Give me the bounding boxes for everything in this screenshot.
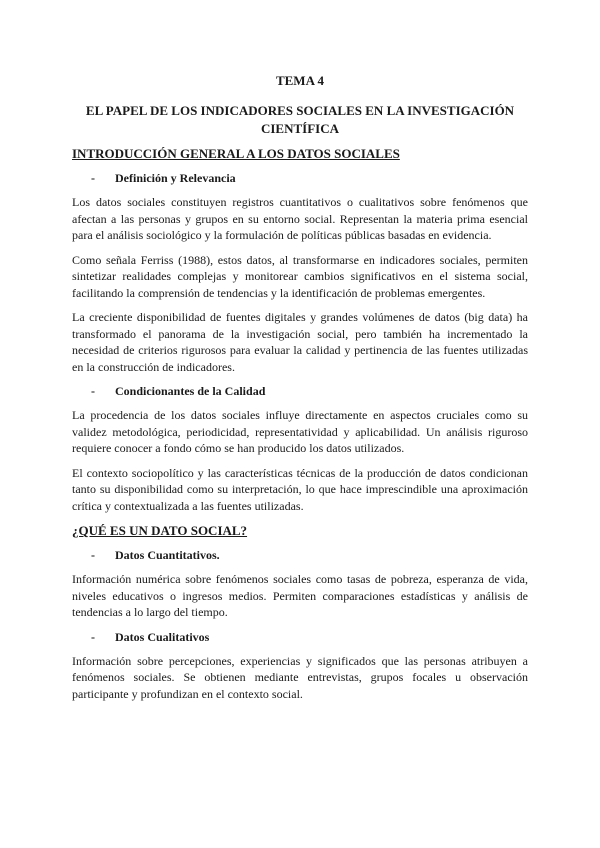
bullet-condicionantes [72, 383, 528, 399]
paragraph: Los datos sociales constituyen registros cuantitativos o cualitativos sobre fenómenos que afectan a las personas y grupos en su entorno social. Representan la materia prima esencial para el análisis sociológico y la formulación de políticas públicas basadas en evidencia. [72, 195, 528, 242]
bullet-dash: - [91, 171, 95, 185]
document-page [72, 72, 528, 710]
paragraph: Información sobre percepciones, experiencias y significados que las personas atribuyen a fenómenos sociales. Se obtienen mediante entrevistas, grupos focales u observación participante y profundizan en el contexto social. [72, 653, 528, 701]
bullet-dash: - [91, 384, 95, 398]
bullet-title: Definición y Relevancia [115, 171, 236, 185]
paragraph: Como señala Ferriss (1988), estos datos, al transformarse en indicadores sociales, permiten sintetizar realidades complejas y monitorear cambios significativos en el sistema social, facilitando la comprensión de tendencias y la identificación de problemas emergentes. [72, 252, 528, 300]
bullet-cualitativos [72, 629, 528, 645]
section-heading-dato-social: ¿QUÉ ES UN DATO SOCIAL? [72, 523, 248, 538]
bullet-title: Datos Cuantitativos. [115, 548, 220, 562]
bullet-title: Datos Cualitativos [115, 629, 210, 644]
paragraph: La creciente disponibilidad de fuentes digitales y grandes volúmenes de datos (big data) ha transformado el panorama de la investigación social, pero también ha incrementado la necesidad de criterios rigurosos para evaluar la calidad y pertinencia de las fuentes utilizadas en la construcción de indicadores. [72, 310, 528, 374]
bullet-title: Condicionantes de la Calidad [115, 384, 266, 398]
section-heading-intro: INTRODUCCIÓN GENERAL A LOS DATOS SOCIALES [72, 146, 400, 161]
paragraph: El contexto sociopolítico y las características técnicas de la producción de datos condicionan tanto su disponibilidad como su interpretación, lo que hace imprescindible una aproximación crítica y contextualizada a las fuentes utilizadas. [72, 465, 528, 513]
bullet-definicion [72, 170, 528, 186]
paragraph: La procedencia de los datos sociales influye directamente en aspectos cruciales como su validez metodológica, periodicidad, representatividad y aplicabilidad. Un análisis riguroso requiere conocer a fondo cómo se han producido los datos utilizados. [72, 408, 528, 455]
bullet-dash: - [91, 629, 95, 644]
document-title: TEMA 4 [275, 73, 325, 88]
paragraph: Información numérica sobre fenómenos sociales como tasas de pobreza, esperanza de vida, niveles educativos o ingresos medios. Permiten comparaciones estadísticas y análisis de tendencias a lo largo del tiempo. [72, 572, 528, 619]
bullet-dash: - [91, 548, 95, 562]
document-subtitle: EL PAPEL DE LOS INDICADORES SOCIALES EN LA INVESTIGACIÓN CIENTÍFICA [85, 103, 515, 136]
bullet-cuantitativos [72, 547, 528, 563]
